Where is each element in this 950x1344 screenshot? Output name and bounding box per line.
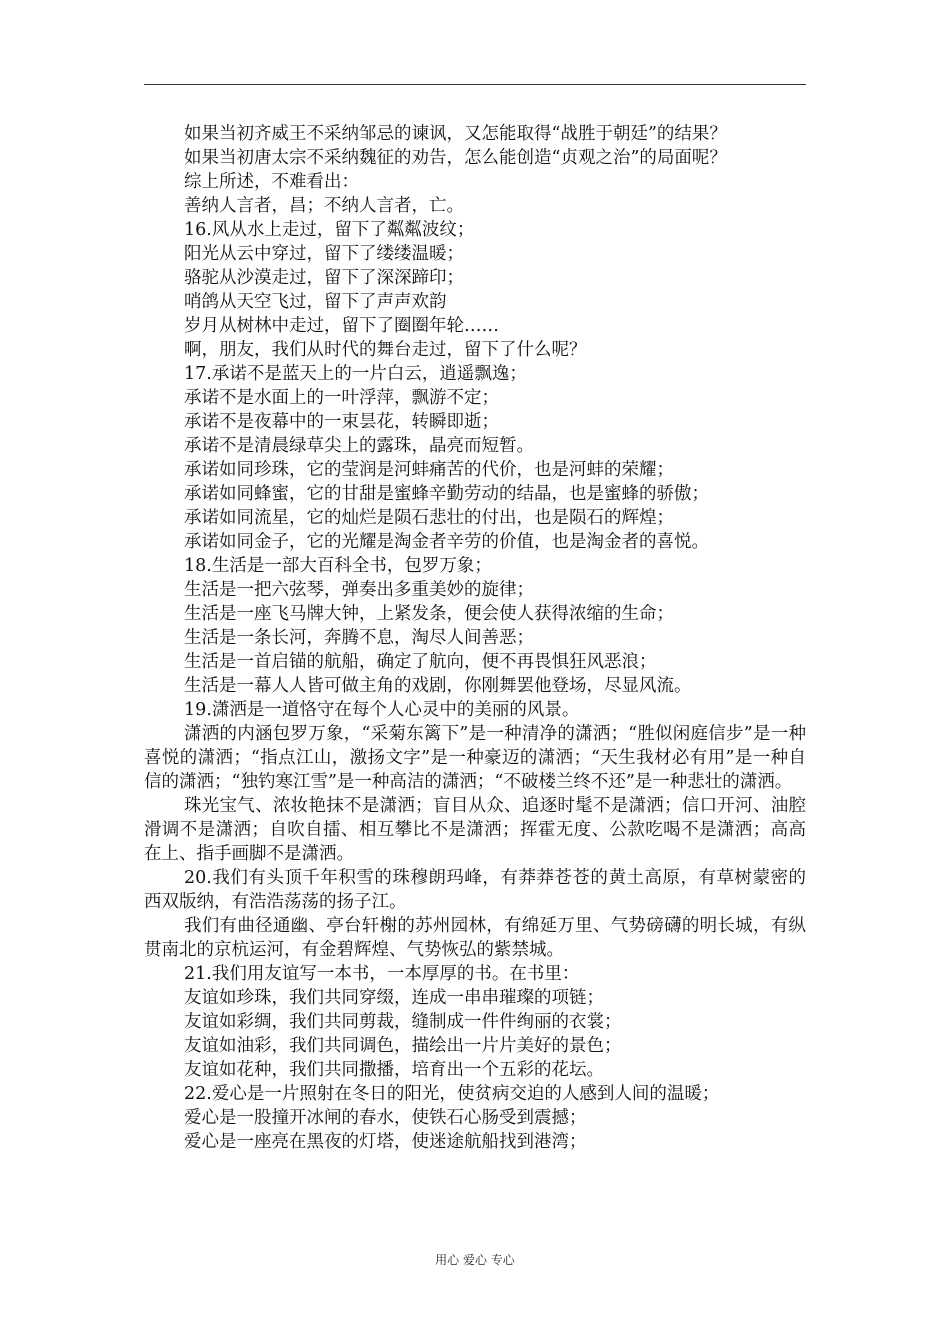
text-line: 生活是一把六弦琴，弹奏出多重美妙的旋律； (184, 580, 534, 600)
paragraph-xiaosa-meaning: 潇洒的内涵包罗万象，“采菊东篱下”是一种清净的潇洒；“胜似闲庭信步”是一种喜悦的潇洒；“指点江山，激扬文字”是一种豪迈的潇洒；“天生我材必有用”是一种自信的潇洒；“独钓寒江雪”是一种高洁的潇洒；“不破楼兰终不还”是一种悲壮的潇洒。 (144, 724, 806, 792)
text-line: 承诺不是清晨绿草尖上的露珠，晶亮而短暂。 (184, 436, 534, 456)
text-line: 如果当初齐威王不采纳邹忌的谏讽，又怎能取得“战胜于朝廷”的结果？ (184, 124, 727, 144)
text-line: 综上所述，不难看出： (184, 172, 359, 192)
header-rule (144, 84, 806, 85)
text-line: 生活是一幕人人皆可做主角的戏剧，你刚舞罢他登场，尽显风流。 (184, 676, 692, 696)
text-line: 善纳人言者，昌；不纳人言者，亡。 (184, 196, 464, 216)
lines-block-a (144, 122, 806, 722)
text-line: 生活是一座飞马牌大钟，上紧发条，便会使人获得浓缩的生命； (184, 604, 674, 624)
text-line: 承诺不是夜幕中的一束昙花，转瞬即逝； (184, 412, 499, 432)
text-line: 骆驼从沙漠走过，留下了深深蹄印； (184, 268, 464, 288)
text-line: 18.生活是一部大百科全书，包罗万象； (184, 556, 492, 576)
text-line: 承诺不是水面上的一叶浮萍，飘游不定； (184, 388, 499, 408)
text-line: 19.潇洒是一道恪守在每个人心灵中的美丽的风景。 (184, 700, 580, 720)
text-line: 啊，朋友，我们从时代的舞台走过，留下了什么呢？ (184, 340, 587, 360)
text-line: 哨鸽从天空飞过，留下了声声欢韵 (184, 292, 447, 312)
paragraph-xiaosa-not: 珠光宝气、浓妆艳抹不是潇洒；盲目从众、追逐时髦不是潇洒；信口开河、油腔滑调不是潇洒；自吹自擂、相互攀比不是潇洒；挥霍无度、公款吃喝不是潇洒；高高在上、指手画脚不是潇洒。 (144, 796, 806, 864)
paragraph-heritage: 我们有曲径通幽、亭台轩榭的苏州园林，有绵延万里、气势磅礴的明长城，有纵贯南北的京杭运河，有金碧辉煌、气势恢弘的紫禁城。 (144, 916, 806, 960)
document-body (144, 122, 806, 1154)
text-line: 生活是一条长河，奔腾不息，淘尽人间善恶； (184, 628, 534, 648)
text-line: 友谊如珍珠，我们共同穿缀，连成一串串璀璨的项链； (184, 988, 604, 1008)
text-line: 如果当初唐太宗不采纳魏征的劝告，怎么能创造“贞观之治”的局面呢？ (184, 148, 727, 168)
text-line: 友谊如花种，我们共同撒播，培育出一个五彩的花坛。 (184, 1060, 604, 1080)
text-line: 爱心是一股撞开冰闸的春水，使铁石心肠受到震撼； (184, 1108, 587, 1128)
text-line: 承诺如同金子，它的光耀是淘金者辛劳的价值，也是淘金者的喜悦。 (184, 532, 709, 552)
text-line: 17.承诺不是蓝天上的一片白云，逍遥飘逸； (184, 364, 527, 384)
text-line: 爱心是一座亮在黑夜的灯塔，使迷途航船找到港湾； (184, 1132, 587, 1152)
text-line: 21.我们用友谊写一本书，一本厚厚的书。在书里： (184, 964, 580, 984)
text-line: 友谊如油彩，我们共同调色，描绘出一片片美好的景色； (184, 1036, 622, 1056)
text-line: 岁月从树林中走过，留下了圈圈年轮…… (184, 316, 499, 336)
text-line: 16.风从水上走过，留下了粼粼波纹； (184, 220, 475, 240)
text-line: 阳光从云中穿过，留下了缕缕温暖； (184, 244, 464, 264)
text-line: 承诺如同蜂蜜，它的甘甜是蜜蜂辛勤劳动的结晶，也是蜜蜂的骄傲； (184, 484, 709, 504)
text-line: 承诺如同流星，它的灿烂是陨石悲壮的付出，也是陨石的辉煌； (184, 508, 674, 528)
page-footer: 用心 爱心 专心 (435, 1253, 515, 1267)
text-line: 友谊如彩绸，我们共同剪裁，缝制成一件件绚丽的衣裳； (184, 1012, 622, 1032)
text-line: 生活是一首启锚的航船，确定了航向，便不再畏惧狂风恶浪； (184, 652, 657, 672)
text-line: 22.爱心是一片照射在冬日的阳光，使贫病交迫的人感到人间的温暖； (184, 1084, 720, 1104)
lines-block-b (144, 962, 806, 1154)
paragraph-landscape: 20.我们有头顶千年积雪的珠穆朗玛峰，有莽莽苍苍的黄土高原，有草树蒙密的西双版纳，有浩浩荡荡的扬子江。 (144, 868, 806, 912)
text-line: 承诺如同珍珠，它的莹润是河蚌痛苦的代价，也是河蚌的荣耀； (184, 460, 674, 480)
